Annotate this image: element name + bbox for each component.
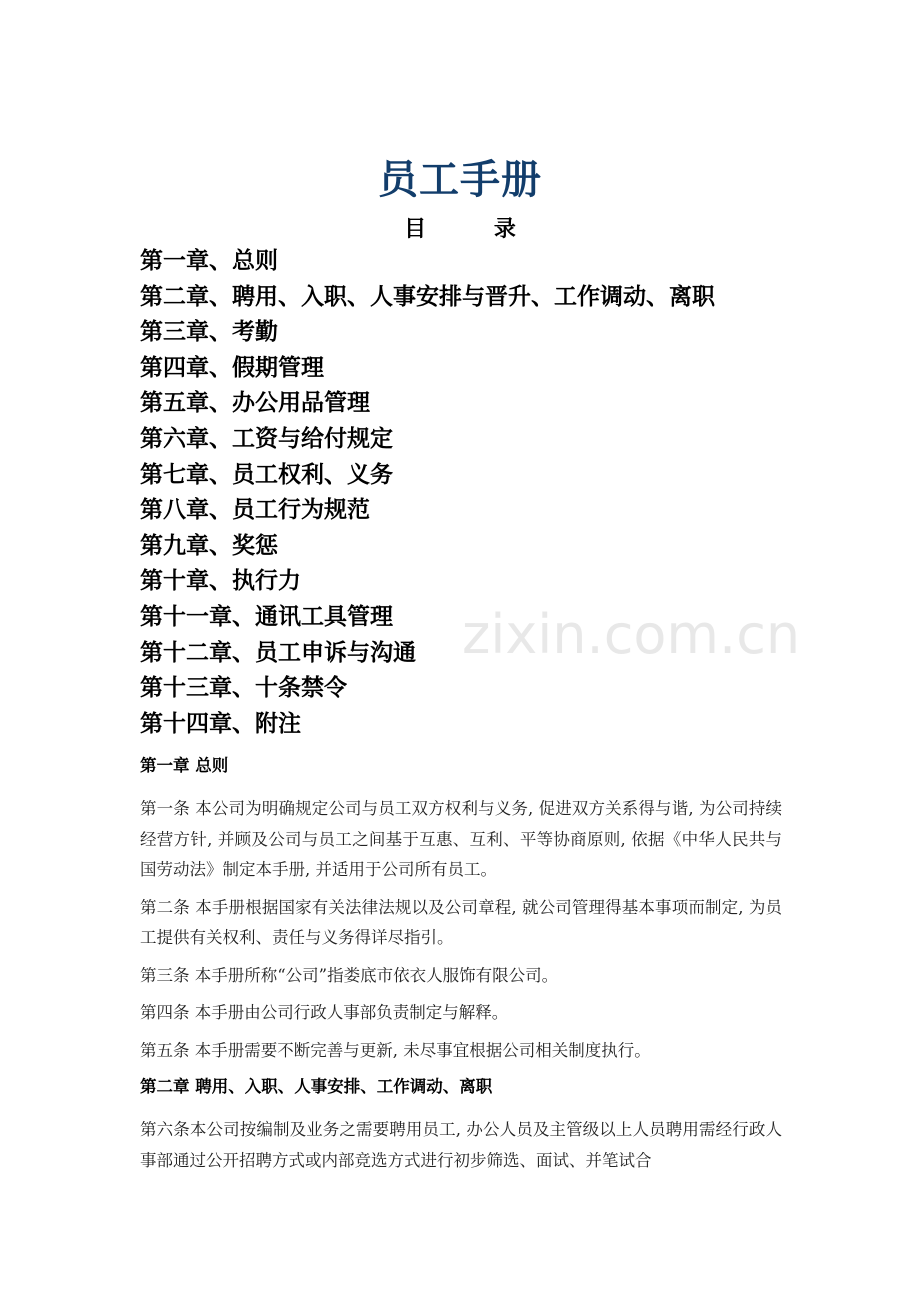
toc-item: 第六章、工资与给付规定 [140, 425, 393, 452]
table-of-contents [140, 244, 820, 742]
toc-heading: 目 录 [404, 217, 546, 242]
toc-item: 第四章、假期管理 [140, 354, 324, 381]
article-paragraph: 第二条 本手册根据国家有关法律法规以及公司章程, 就公司管理得基本事项而制定, 为员工提供有关权利、责任与义务得详尽指引。 [140, 897, 782, 947]
toc-item: 第十一章、通讯工具管理 [140, 603, 393, 630]
toc-item: 第十二章、员工申诉与沟通 [140, 639, 416, 666]
chapter-heading: 第二章 聘用、入职、人事安排、工作调动、离职 [140, 1077, 493, 1096]
article-paragraph: 第一条 本公司为明确规定公司与员工双方权利与义务, 促进双方关系得与谐, 为公司持续经营方针, 并顾及公司与员工之间基于互惠、互利、平等协商原则, 依据《中华人民共与国劳动法》制定本手册, 并适用于公司所有员工。 [140, 799, 782, 879]
toc-item: 第十章、执行力 [140, 568, 301, 595]
toc-item: 第十三章、十条禁令 [140, 675, 347, 702]
toc-item: 第七章、员工权利、义务 [140, 461, 393, 488]
article-paragraph: 第六条本公司按编制及业务之需要聘用员工, 办公人员及主管级以上人员聘用需经行政人事部通过公开招聘方式或内部竞选方式进行初步筛选、面试、并笔试合 [140, 1120, 782, 1170]
watermark: zixin.com.cn [462, 603, 801, 666]
toc-item: 第八章、员工行为规范 [140, 497, 370, 524]
toc-item: 第五章、办公用品管理 [140, 390, 370, 417]
toc-item: 第三章、考勤 [140, 319, 278, 346]
toc-item: 第十四章、附注 [140, 710, 301, 737]
toc-item: 第一章、总则 [140, 248, 278, 274]
toc-item: 第九章、奖惩 [140, 532, 278, 559]
article-paragraph: 第三条 本手册所称“公司”指娄底市依衣人服饰有限公司。 [140, 965, 559, 985]
toc-item: 第二章、聘用、入职、人事安排与晋升、工作调动、离职 [140, 283, 715, 310]
document-title: 员工手册 [378, 157, 542, 203]
article-paragraph: 第四条 本手册由公司行政人事部负责制定与解释。 [140, 1003, 509, 1022]
article-paragraph: 第五条 本手册需要不断完善与更新, 未尽事宜根据公司相关制度执行。 [140, 1040, 651, 1060]
chapter-heading: 第一章 总则 [140, 756, 229, 775]
document-body [140, 752, 782, 1183]
